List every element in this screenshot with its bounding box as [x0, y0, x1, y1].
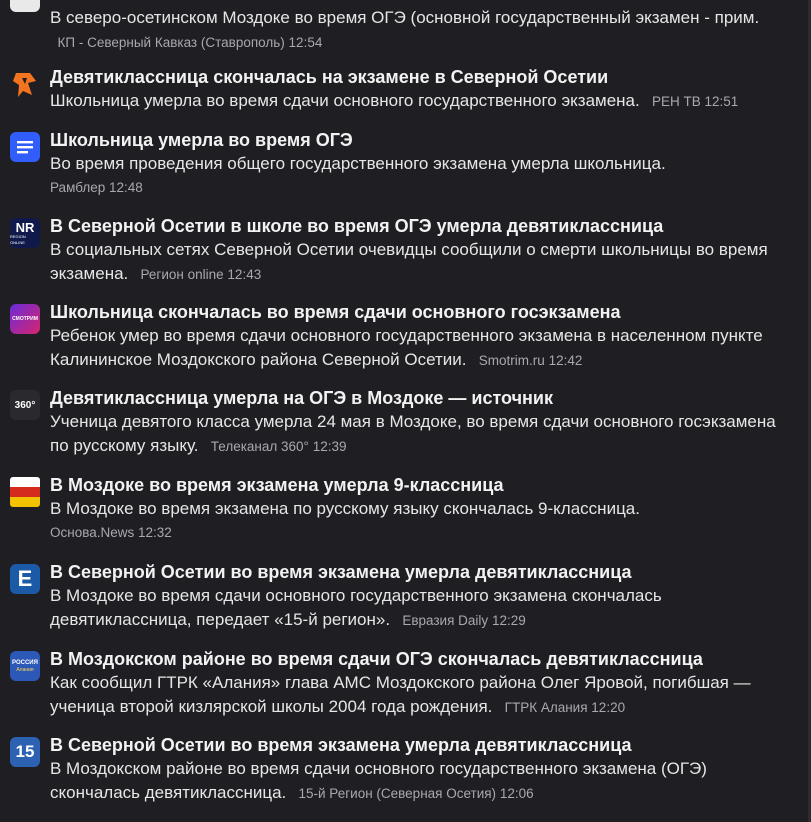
ren-tv-logo-icon — [10, 69, 40, 99]
news-source[interactable]: Телеканал 360° — [210, 439, 309, 454]
logo-text: E — [17, 566, 33, 591]
news-title[interactable]: В Северной Осетии во время экзамена умерла девятиклассница — [50, 562, 632, 582]
news-snippet: Ребенок умер во время сдачи основного государственного экзамена в населенном пункте Калининское Моздокского района Северной Осетии. — [50, 326, 763, 369]
news-source[interactable]: Регион online — [140, 267, 224, 282]
smotrim-logo-icon — [10, 304, 40, 334]
news-time: 12:42 — [548, 353, 583, 368]
news-title[interactable]: Девятиклассница умерла на ОГЭ в Моздоке — источник — [50, 388, 553, 408]
news-snippet: Как сообщил ГТРК «Алания» глава АМС Моздокского района Олег Яровой, погибшая — ученица второй кизлярской школы 2004 года рождения. — [50, 673, 751, 716]
360-logo-icon — [10, 390, 40, 420]
news-time: 12:29 — [491, 613, 526, 628]
news-title[interactable]: В Северной Осетии во время экзамена умерла девятиклассница — [50, 735, 632, 755]
logo-text: 15 — [15, 742, 35, 761]
news-title[interactable]: Девятиклассница скончалась на экзамене в Северной Осетии — [50, 67, 609, 87]
eurasia-daily-logo-icon — [10, 564, 40, 594]
news-source[interactable]: Евразия Daily — [402, 613, 489, 628]
logo-text: СМОТРИМ — [12, 316, 38, 322]
logo-subtext: Алания — [16, 666, 34, 673]
news-title[interactable]: В Моздоке во время экзамена умерла 9-классница — [50, 475, 504, 495]
news-time: 12:32 — [138, 525, 172, 540]
news-source[interactable]: Рамблер — [50, 180, 106, 195]
news-source[interactable]: Основа.News — [50, 525, 135, 540]
logo-text: NR — [15, 219, 35, 235]
news-title[interactable]: Школьница умерла во время ОГЭ — [50, 130, 353, 150]
15-region-logo-icon — [10, 737, 40, 767]
news-snippet: Ученица девятого класса умерла 24 мая в Моздоке, во время сдачи основного госэкзамена по русскому языку. — [50, 412, 776, 455]
logo-text: 360° — [14, 399, 36, 411]
logo-text: РОССИЯ — [12, 659, 38, 666]
news-time: 12:06 — [499, 786, 534, 801]
news-snippet: В Моздоке во время экзамена по русскому языку скончалась 9-классница. — [50, 499, 640, 518]
news-time: 12:43 — [227, 267, 262, 282]
region-online-logo-icon — [10, 218, 40, 248]
news-snippet: В Моздоке во время сдачи основного государственного экзамена скончалась девятиклассница, передает «15-й регион». — [50, 586, 662, 629]
news-source[interactable]: Smotrim.ru — [478, 353, 545, 368]
news-title[interactable]: В Моздокском районе во время сдачи ОГЭ скончалась девятиклассница — [50, 649, 703, 669]
news-time: 12:20 — [591, 700, 626, 715]
news-title[interactable]: Школьница скончалась во время сдачи основного госэкзамена — [50, 302, 621, 322]
news-source[interactable]: КП - Северный Кавказ (Ставрополь) — [57, 35, 285, 50]
news-snippet: Школьница умерла во время сдачи основного государственного экзамена. — [50, 91, 640, 110]
news-time: 12:51 — [704, 94, 739, 109]
rambler-logo-icon — [10, 132, 40, 162]
gtrk-alania-logo-icon — [10, 651, 40, 681]
partial-logo-icon — [10, 0, 40, 12]
news-source[interactable]: ГТРК Алания — [504, 700, 588, 715]
news-snippet: В северо-осетинском Моздоке во время ОГЭ (основной государственный экзамен - прим. — [50, 8, 760, 27]
news-snippet: В Моздокском районе во время сдачи основного государственного экзамена (ОГЭ) скончалась девятиклассница. — [50, 759, 707, 802]
news-time: 12:54 — [288, 35, 323, 50]
news-time: 12:48 — [108, 180, 143, 195]
news-snippet: В социальных сетях Северной Осетии очевидцы сообщили о смерти школьницы во время экзамена. — [50, 240, 768, 283]
logo-subtext: REGION ONLINE — [10, 233, 26, 245]
news-snippet: Во время проведения общего государственного экзамена умерла школьница. — [50, 154, 666, 173]
news-title[interactable]: В Северной Осетии в школе во время ОГЭ умерла девятиклассница — [50, 216, 664, 236]
news-source[interactable]: РЕН ТВ — [652, 94, 701, 109]
news-source[interactable]: 15-й Регион (Северная Осетия) — [298, 786, 497, 801]
north-ossetia-flag-icon — [10, 477, 40, 507]
news-time: 12:39 — [312, 439, 347, 454]
